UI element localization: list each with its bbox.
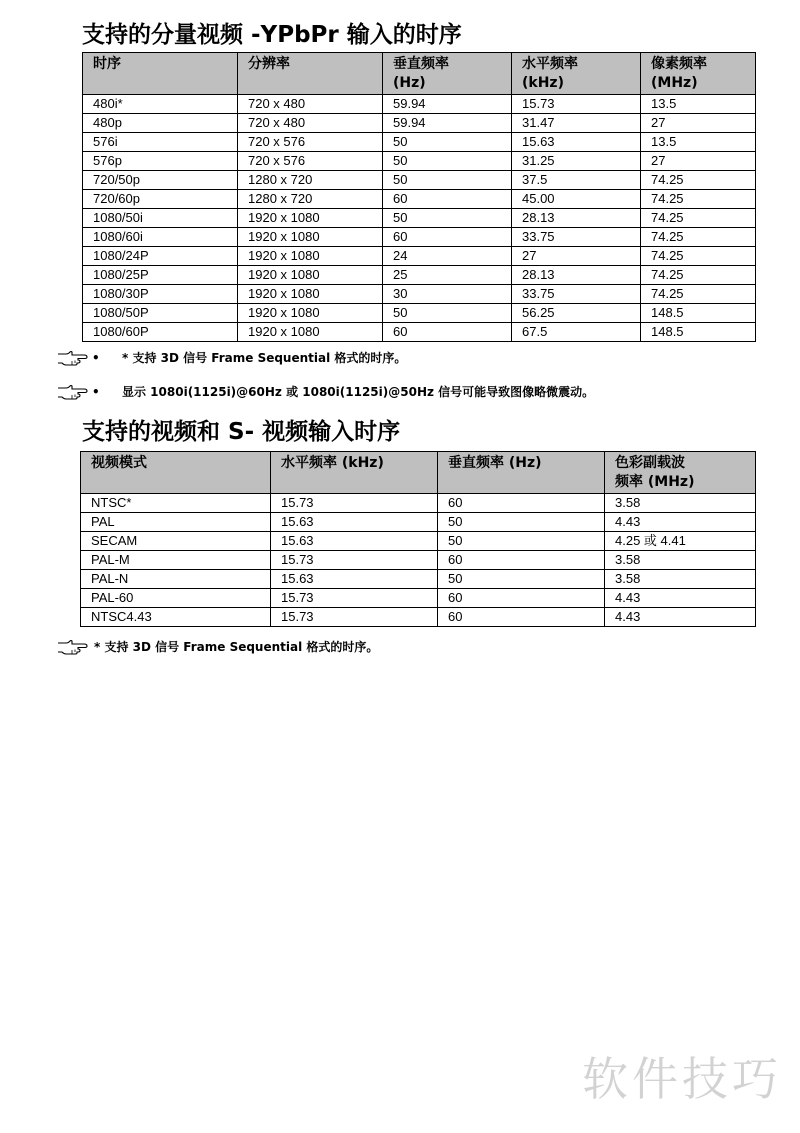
cell-timing: 480i*	[83, 95, 238, 114]
watermark: 软件技巧	[582, 1052, 782, 1106]
cell-vertical-frequency: 60	[438, 494, 605, 513]
header-pixel-frequency: 像素频率 (MHz)	[641, 53, 756, 95]
cell-vertical-frequency: 50	[383, 171, 512, 190]
cell-resolution: 1920 x 1080	[238, 323, 383, 342]
cell-subcarrier-frequency: 4.25 或 4.41	[605, 532, 756, 551]
cell-timing: 480p	[83, 114, 238, 133]
header-vertical-frequency: 垂直频率 (Hz)	[438, 452, 605, 494]
cell-video-mode: PAL-N	[81, 570, 271, 589]
cell-video-mode: PAL-60	[81, 589, 271, 608]
header-video-mode: 视频模式	[81, 452, 271, 494]
cell-horizontal-frequency: 56.25	[512, 304, 641, 323]
cell-horizontal-frequency: 15.73	[271, 551, 438, 570]
table-header-row	[83, 53, 756, 95]
cell-horizontal-frequency: 27	[512, 247, 641, 266]
cell-vertical-frequency: 60	[383, 190, 512, 209]
cell-video-mode: NTSC4.43	[81, 608, 271, 627]
cell-horizontal-frequency: 28.13	[512, 266, 641, 285]
cell-subcarrier-frequency: 3.58	[605, 570, 756, 589]
cell-horizontal-frequency: 31.25	[512, 152, 641, 171]
table-row	[83, 247, 756, 266]
pointing-hand-icon	[56, 384, 92, 400]
cell-timing: 576i	[83, 133, 238, 152]
table-row	[83, 133, 756, 152]
table-row	[83, 171, 756, 190]
cell-vertical-frequency: 25	[383, 266, 512, 285]
cell-subcarrier-frequency: 3.58	[605, 551, 756, 570]
table-row	[81, 608, 756, 627]
header-subcarrier-frequency: 色彩副载波 频率 (MHz)	[605, 452, 756, 494]
cell-video-mode: NTSC*	[81, 494, 271, 513]
cell-horizontal-frequency: 15.63	[271, 513, 438, 532]
cell-pixel-frequency: 74.25	[641, 285, 756, 304]
cell-resolution: 1920 x 1080	[238, 228, 383, 247]
cell-horizontal-frequency: 37.5	[512, 171, 641, 190]
cell-resolution: 1920 x 1080	[238, 247, 383, 266]
pointing-hand-icon	[56, 350, 92, 366]
cell-horizontal-frequency: 15.73	[271, 589, 438, 608]
table-row	[83, 190, 756, 209]
cell-horizontal-frequency: 15.63	[271, 532, 438, 551]
cell-pixel-frequency: 148.5	[641, 304, 756, 323]
cell-timing: 1080/50i	[83, 209, 238, 228]
cell-pixel-frequency: 13.5	[641, 133, 756, 152]
cell-subcarrier-frequency: 4.43	[605, 589, 756, 608]
cell-vertical-frequency: 50	[438, 513, 605, 532]
cell-vertical-frequency: 24	[383, 247, 512, 266]
cell-subcarrier-frequency: 3.58	[605, 494, 756, 513]
cell-horizontal-frequency: 15.63	[271, 570, 438, 589]
table-row	[81, 551, 756, 570]
cell-pixel-frequency: 74.25	[641, 228, 756, 247]
cell-horizontal-frequency: 33.75	[512, 228, 641, 247]
header-vertical-frequency: 垂直频率 (Hz)	[383, 53, 512, 95]
cell-horizontal-frequency: 31.47	[512, 114, 641, 133]
header-horizontal-frequency: 水平频率 (kHz)	[512, 53, 641, 95]
table-row	[83, 95, 756, 114]
cell-horizontal-frequency: 45.00	[512, 190, 641, 209]
cell-vertical-frequency: 50	[438, 570, 605, 589]
table-row	[81, 532, 756, 551]
cell-pixel-frequency: 74.25	[641, 209, 756, 228]
cell-video-mode: PAL	[81, 513, 271, 532]
cell-subcarrier-frequency: 4.43	[605, 513, 756, 532]
cell-resolution: 720 x 576	[238, 152, 383, 171]
cell-pixel-frequency: 27	[641, 152, 756, 171]
cell-vertical-frequency: 30	[383, 285, 512, 304]
cell-timing: 1080/30P	[83, 285, 238, 304]
cell-timing: 1080/50P	[83, 304, 238, 323]
note-text: * 支持 3D 信号 Frame Sequential 格式的时序。	[122, 351, 407, 365]
cell-horizontal-frequency: 67.5	[512, 323, 641, 342]
cell-vertical-frequency: 60	[438, 551, 605, 570]
cell-resolution: 1920 x 1080	[238, 209, 383, 228]
note-3d-timing-video	[56, 638, 378, 655]
cell-pixel-frequency: 148.5	[641, 323, 756, 342]
table-header-row	[81, 452, 756, 494]
note-bullet: •	[92, 350, 100, 365]
cell-pixel-frequency: 74.25	[641, 190, 756, 209]
section1-title: 支持的分量视频 -YPbPr 输入的时序	[82, 22, 462, 48]
cell-pixel-frequency: 13.5	[641, 95, 756, 114]
cell-vertical-frequency: 59.94	[383, 95, 512, 114]
table-row	[81, 570, 756, 589]
cell-horizontal-frequency: 15.63	[512, 133, 641, 152]
cell-timing: 720/50p	[83, 171, 238, 190]
video-svideo-timing-table	[80, 451, 756, 627]
cell-horizontal-frequency: 15.73	[512, 95, 641, 114]
cell-horizontal-frequency: 15.73	[271, 608, 438, 627]
cell-vertical-frequency: 50	[438, 532, 605, 551]
cell-vertical-frequency: 60	[383, 228, 512, 247]
cell-timing: 1080/60P	[83, 323, 238, 342]
cell-subcarrier-frequency: 4.43	[605, 608, 756, 627]
cell-vertical-frequency: 60	[383, 323, 512, 342]
note-text: 显示 1080i(1125i)@60Hz 或 1080i(1125i)@50Hz 信号可能导致图像略微震动。	[122, 385, 595, 399]
cell-resolution: 1280 x 720	[238, 171, 383, 190]
header-resolution: 分辨率	[238, 53, 383, 95]
cell-pixel-frequency: 74.25	[641, 266, 756, 285]
cell-vertical-frequency: 50	[383, 152, 512, 171]
cell-horizontal-frequency: 33.75	[512, 285, 641, 304]
cell-pixel-frequency: 74.25	[641, 171, 756, 190]
table-row	[83, 228, 756, 247]
table-row	[81, 513, 756, 532]
table-row	[83, 285, 756, 304]
table-row	[83, 304, 756, 323]
cell-resolution: 1280 x 720	[238, 190, 383, 209]
cell-timing: 1080/24P	[83, 247, 238, 266]
cell-resolution: 1920 x 1080	[238, 304, 383, 323]
table-row	[81, 494, 756, 513]
cell-pixel-frequency: 74.25	[641, 247, 756, 266]
cell-video-mode: SECAM	[81, 532, 271, 551]
cell-video-mode: PAL-M	[81, 551, 271, 570]
cell-vertical-frequency: 50	[383, 209, 512, 228]
cell-resolution: 1920 x 1080	[238, 285, 383, 304]
table-row	[83, 209, 756, 228]
cell-timing: 576p	[83, 152, 238, 171]
cell-resolution: 720 x 576	[238, 133, 383, 152]
cell-resolution: 1920 x 1080	[238, 266, 383, 285]
table-row	[83, 114, 756, 133]
cell-vertical-frequency: 60	[438, 608, 605, 627]
table-row	[83, 266, 756, 285]
note-bullet: •	[92, 384, 100, 399]
table-row	[83, 152, 756, 171]
ypbpr-timing-table	[82, 52, 756, 342]
cell-vertical-frequency: 50	[383, 304, 512, 323]
table-row	[83, 323, 756, 342]
cell-resolution: 720 x 480	[238, 95, 383, 114]
note-text: * 支持 3D 信号 Frame Sequential 格式的时序。	[94, 640, 379, 654]
cell-horizontal-frequency: 15.73	[271, 494, 438, 513]
cell-resolution: 720 x 480	[238, 114, 383, 133]
cell-vertical-frequency: 59.94	[383, 114, 512, 133]
cell-vertical-frequency: 60	[438, 589, 605, 608]
table-row	[81, 589, 756, 608]
pointing-hand-icon	[56, 639, 94, 655]
section2-title: 支持的视频和 S- 视频输入时序	[82, 419, 401, 445]
cell-pixel-frequency: 27	[641, 114, 756, 133]
cell-vertical-frequency: 50	[383, 133, 512, 152]
cell-timing: 1080/25P	[83, 266, 238, 285]
cell-horizontal-frequency: 28.13	[512, 209, 641, 228]
header-timing: 时序	[83, 53, 238, 95]
note-1080i-vibration	[56, 383, 594, 400]
cell-timing: 720/60p	[83, 190, 238, 209]
cell-timing: 1080/60i	[83, 228, 238, 247]
note-3d-timing	[56, 349, 406, 366]
header-horizontal-frequency: 水平频率 (kHz)	[271, 452, 438, 494]
